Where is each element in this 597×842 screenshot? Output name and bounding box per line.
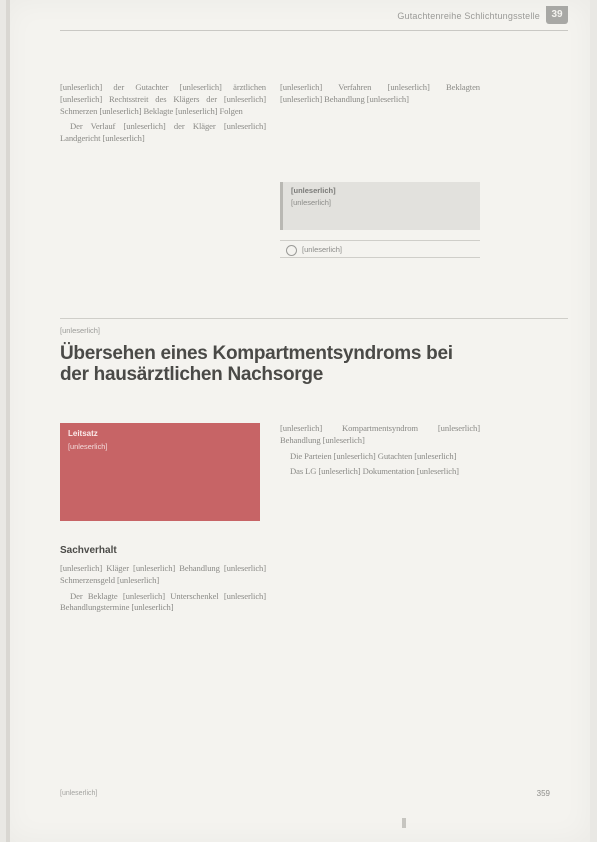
link-row-text: [unleserlich] [302,245,343,254]
footer-left: [unleserlich] [60,790,98,797]
running-title: Gutachtenreihe Schlichtungsstelle [397,11,540,21]
header-rule [60,30,568,31]
sachverhalt-heading: Sachverhalt [60,545,117,556]
link-row[interactable] [280,240,480,258]
left-bottom-para-1: [unleserlich] Kläger [unleserlich] Behandlung [unleserlich] Schmerzensgeld [unleserlich] [60,563,266,585]
right-bottom-para-2: Die Parteien [unleserlich] Gutachten [unleserlich] [290,450,457,461]
left-bottom-para-2: Der Beklagte [unleserlich] Unterschenkel [unleserlich] Behandlungstermine [unleserlich] [60,590,266,613]
leitsatz-box [60,423,260,521]
right-bottom-para-3: Das LG [unleserlich] Dokumentation [unleserlich] [290,466,459,477]
scan-mark [402,818,406,828]
right-bottom-column [280,423,480,478]
article-meta: [unleserlich] [60,326,101,335]
right-bottom-para-1: [unleserlich] Kompartmentsyndrom [unleserlich] Behandlung [unleserlich] [280,423,480,445]
left-bottom-column [60,563,266,614]
info-box-title: [unleserlich] [291,186,336,195]
info-box [280,182,480,230]
page-badge: 39 [546,6,568,24]
right-top-para: [unleserlich] Verfahren [unleserlich] Beklagten [unleserlich] Behandlung [unleserlich] [280,82,480,104]
leitsatz-title: Leitsatz [68,429,98,438]
right-top-column [280,82,480,106]
document-page [6,0,590,842]
page-number: 359 [536,789,550,798]
left-top-para-2: Der Verlauf [unleserlich] der Kläger [unleserlich] Landgericht [unleserlich] [60,121,266,144]
info-box-text: [unleserlich] [291,198,332,207]
left-top-para-1: [unleserlich] der Gutachter [unleserlich] ärztlichen [unleserlich] Rechtsstreit des Klägers der [unleserlich] Schmerzen [unleserlich] Beklagte [unleserlich] Folgen [60,82,266,116]
left-top-column [60,82,266,145]
leitsatz-text: [unleserlich] [68,441,108,451]
globe-icon [286,245,297,256]
article-title: Übersehen eines Kompartmentsyndroms bei der hausärztlichen Nachsorge [60,343,453,385]
scan-edge [6,0,10,842]
section-rule [60,318,568,319]
